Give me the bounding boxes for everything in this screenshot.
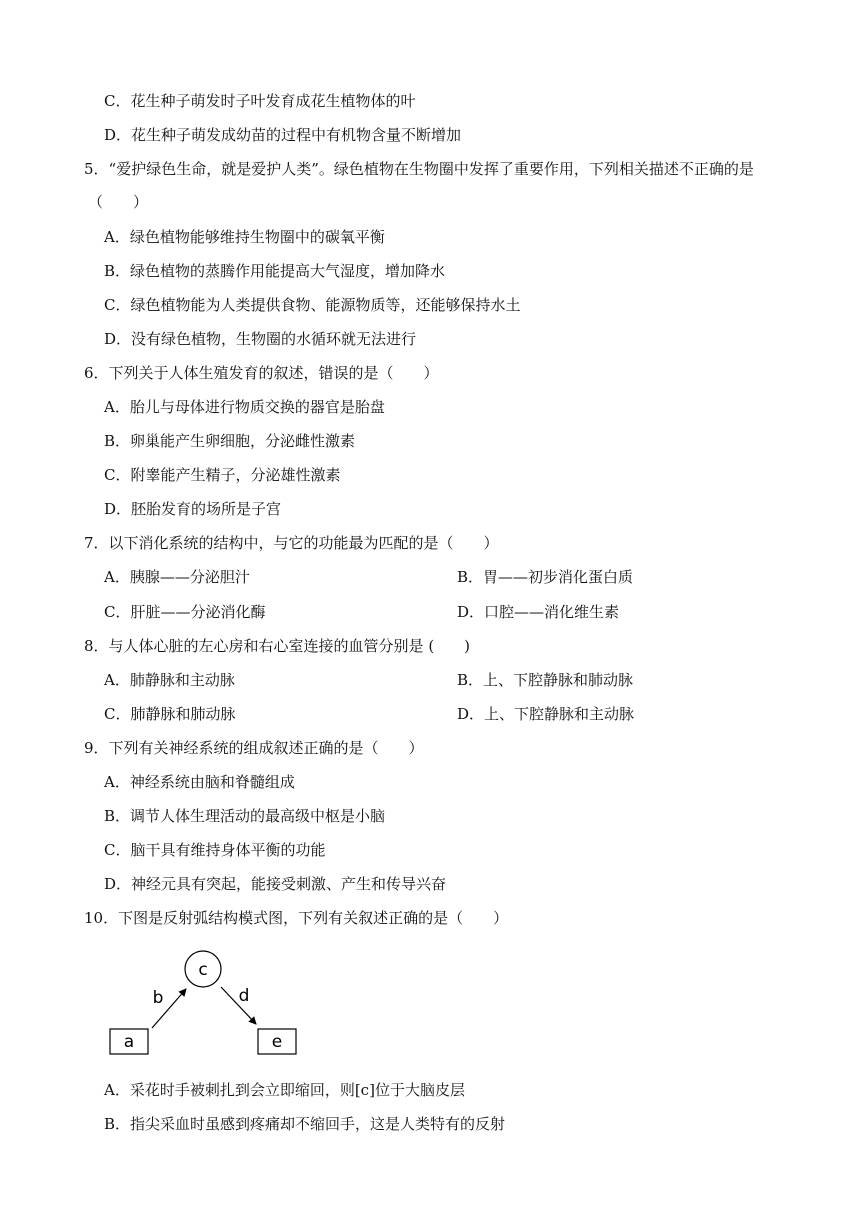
node-a-label: a: [123, 1032, 135, 1052]
q5-option-a: A．绿色植物能够维持生物圈中的碳氧平衡: [104, 228, 385, 246]
q8-stem: 8．与人体心脏的左心房和右心室连接的血管分别是 ( ): [84, 637, 471, 655]
q5-option-b: B．绿色植物的蒸腾作用能提高大气湿度，增加降水: [104, 262, 446, 280]
q6-option-a: A．胎儿与母体进行物质交换的器官是胎盘: [104, 398, 385, 416]
q7-stem: 7．以下消化系统的结构中，与它的功能最为匹配的是（ ）: [84, 534, 499, 552]
q9-option-b: B．调节人体生理活动的最高级中枢是小脑: [104, 807, 386, 825]
node-c-label: c: [198, 960, 208, 980]
q8-option-c: C．肺静脉和肺动脉: [104, 705, 236, 723]
prev-option-c: C．花生种子萌发时子叶发育成花生植物体的叶: [104, 92, 416, 110]
q10-stem: 10．下图是反射弧结构模式图，下列有关叙述正确的是（ ）: [84, 909, 509, 927]
q5-option-d: D．没有绿色植物，生物圈的水循环就无法进行: [104, 330, 417, 348]
q7-option-c: C．肝脏——分泌消化酶: [104, 603, 266, 621]
q7-option-b: B．胃——初步消化蛋白质: [457, 568, 634, 586]
node-e-label: e: [271, 1032, 283, 1052]
q9-option-a: A．神经系统由脑和脊髓组成: [104, 773, 295, 791]
q6-option-d: D．胚胎发育的场所是子宫: [104, 500, 282, 518]
q8-option-b: B．上、下腔静脉和肺动脉: [457, 671, 634, 689]
reflex-arc-diagram: [100, 945, 310, 1065]
q5-stem-cont: （ ）: [88, 193, 149, 211]
q7-option-a: A．胰腺——分泌胆汁: [104, 568, 250, 586]
q10-option-a: A．采花时手被刺扎到会立即缩回，则[c]位于大脑皮层: [104, 1081, 465, 1099]
q9-stem: 9．下列有关神经系统的组成叙述正确的是（ ）: [84, 739, 424, 757]
q5-option-c: C．绿色植物能为人类提供食物、能源物质等，还能够保持水土: [104, 296, 521, 314]
q5-stem: 5．“爱护绿色生命，就是爱护人类”。绿色植物在生物圈中发挥了重要作用，下列相关描述不正确的是: [84, 160, 754, 178]
arrow-d-label: d: [238, 986, 250, 1006]
q7-option-d: D．口腔——消化维生素: [457, 603, 620, 621]
q8-option-a: A．肺静脉和主动脉: [104, 671, 235, 689]
q8-option-d: D．上、下腔静脉和主动脉: [457, 705, 635, 723]
arrow-b-label: b: [152, 988, 164, 1008]
q6-option-c: C．附睾能产生精子，分泌雄性激素: [104, 466, 341, 484]
q9-option-c: C．脑干具有维持身体平衡的功能: [104, 841, 326, 859]
q6-option-b: B．卵巢能产生卵细胞，分泌雌性激素: [104, 432, 356, 450]
prev-option-d: D．花生种子萌发成幼苗的过程中有机物含量不断增加: [104, 126, 462, 144]
q10-option-b: B．指尖采血时虽感到疼痛却不缩回手，这是人类特有的反射: [104, 1115, 506, 1133]
q9-option-d: D．神经元具有突起，能接受刺激、产生和传导兴奋: [104, 875, 447, 893]
q6-stem: 6．下列关于人体生殖发育的叙述，错误的是（ ）: [84, 364, 439, 382]
